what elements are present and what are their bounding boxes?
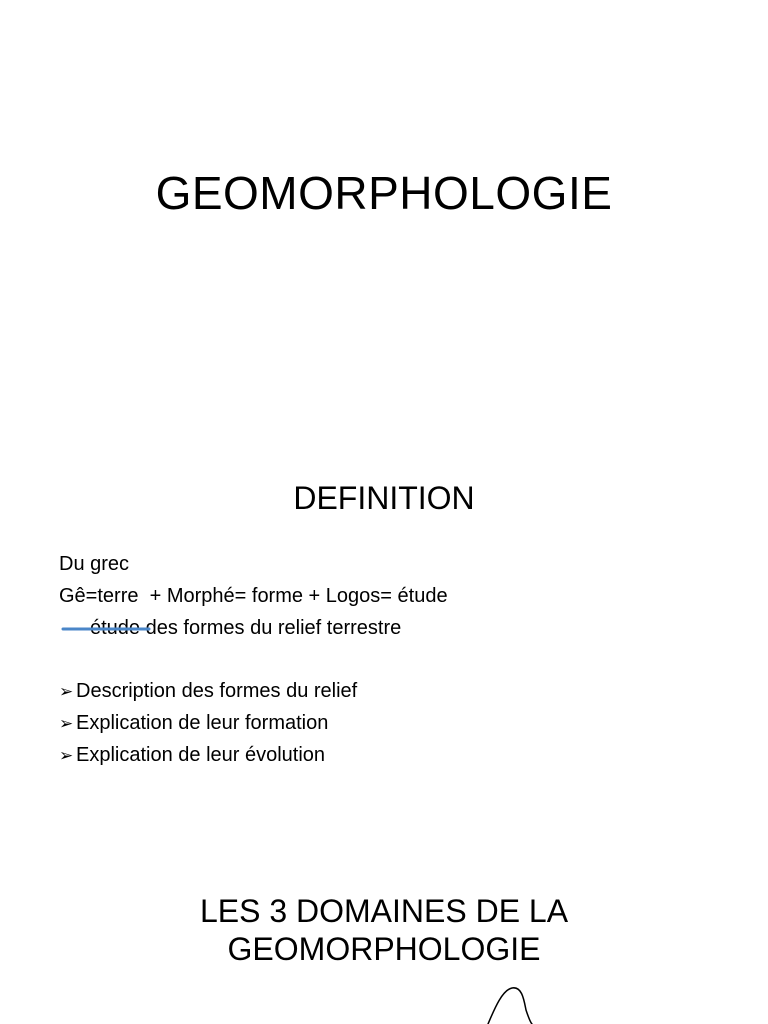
list-item — [59, 707, 739, 739]
definition-text — [59, 548, 739, 644]
list-item — [59, 739, 739, 771]
list-item — [59, 675, 739, 707]
domains-heading-line-2: GEOMORPHOLOGIE — [227, 931, 541, 967]
document-title: GEOMORPHOLOGIE — [155, 167, 613, 219]
handwritten-arrow-icon — [59, 612, 149, 644]
definition-bullet-list — [59, 675, 739, 771]
etymology-line: Gê=terre + Morphé= forme + Logos= étude — [59, 585, 448, 607]
domains-heading-line-1: LES 3 DOMAINES DE LA — [199, 893, 569, 929]
meaning-line — [59, 612, 739, 644]
meaning-text: étude des formes du relief terrestre — [90, 617, 402, 639]
bullet-text: Description des formes du relief — [76, 680, 358, 702]
hand-drawn-curve-icon — [478, 982, 548, 1024]
arrow-bullet-icon: ➢ — [59, 682, 74, 701]
bullet-text: Explication de leur évolution — [76, 744, 326, 766]
origin-line: Du grec — [59, 553, 130, 575]
bullet-text: Explication de leur formation — [76, 712, 329, 734]
definition-heading: DEFINITION — [293, 480, 475, 516]
domains-heading — [0, 892, 768, 968]
arrow-bullet-icon: ➢ — [59, 746, 74, 765]
arrow-bullet-icon: ➢ — [59, 714, 74, 733]
